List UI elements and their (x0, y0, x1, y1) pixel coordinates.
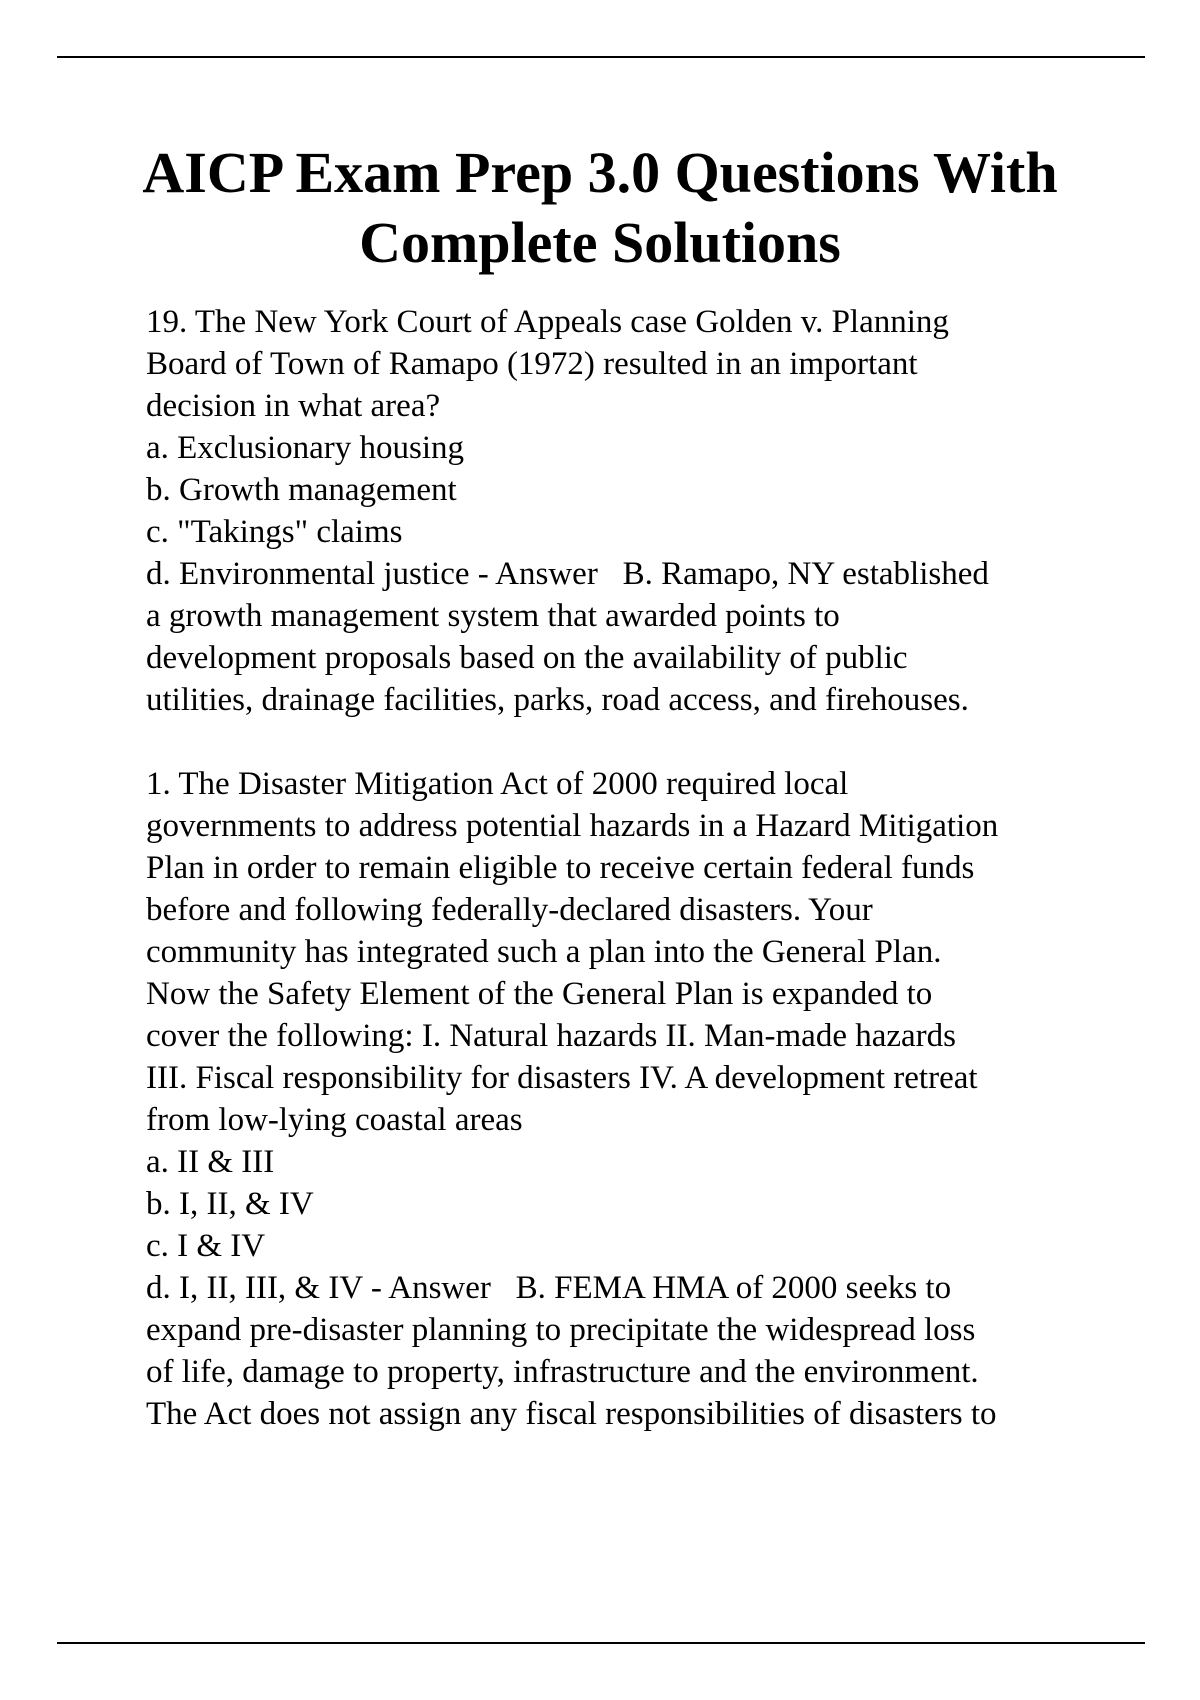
page-title (100, 138, 1100, 278)
title-line-1: AICP Exam Prep 3.0 Questions With (142, 140, 1058, 205)
answer-option-b: b. Growth management (146, 472, 457, 508)
question-1-line: Plan in order to remain eligible to receive certain federal funds (146, 850, 975, 886)
question-19-block (146, 301, 1146, 721)
answer-explanation-line: of life, damage to property, infrastructure and the environment. (146, 1354, 979, 1390)
answer-explanation-line: development proposals based on the availability of public (146, 640, 908, 676)
question-1-line: cover the following: I. Natural hazards II. Man-made hazards (146, 1018, 956, 1054)
answer-option-c: c. "Takings" claims (146, 514, 403, 550)
question-19-line: Board of Town of Ramapo (1972) resulted in an important (146, 346, 918, 382)
answer-explanation-line: expand pre-disaster planning to precipitate the widespread loss (146, 1312, 976, 1348)
question-1-line: before and following federally-declared disasters. Your (146, 892, 873, 928)
question-1-line: Now the Safety Element of the General Plan is expanded to (146, 976, 933, 1012)
answer-option-a: a. Exclusionary housing (146, 430, 465, 466)
answer-option-b: b. I, II, & IV (146, 1186, 314, 1222)
footer-rule (57, 1642, 1145, 1644)
answer-option-c: c. I & IV (146, 1228, 266, 1264)
question-1-line: 1. The Disaster Mitigation Act of 2000 required local (146, 766, 849, 802)
title-line-2: Complete Solutions (359, 210, 841, 275)
answer-explanation-line: a growth management system that awarded points to (146, 598, 840, 634)
answer-explanation-line: The Act does not assign any fiscal responsibilities of disasters to (146, 1396, 997, 1432)
header-rule (57, 56, 1145, 58)
question-19-line: decision in what area? (146, 388, 441, 424)
question-1-line: community has integrated such a plan into the General Plan. (146, 934, 942, 970)
question-1-line: III. Fiscal responsibility for disasters IV. A development retreat (146, 1060, 978, 1096)
question-19-line: 19. The New York Court of Appeals case Golden v. Planning (146, 304, 949, 340)
paragraph-spacer (146, 721, 1146, 763)
question-1-block (146, 763, 1146, 1435)
document-body (146, 301, 1146, 1435)
question-1-line: from low-lying coastal areas (146, 1102, 523, 1138)
question-1-line: governments to address potential hazards in a Hazard Mitigation (146, 808, 999, 844)
answer-option-a: a. II & III (146, 1144, 275, 1180)
answer-explanation-line: utilities, drainage facilities, parks, road access, and firehouses. (146, 682, 969, 718)
answer-option-d: d. I, II, III, & IV - Answer B. FEMA HMA of 2000 seeks to (146, 1270, 952, 1306)
answer-option-d: d. Environmental justice - Answer B. Ramapo, NY established (146, 556, 989, 592)
